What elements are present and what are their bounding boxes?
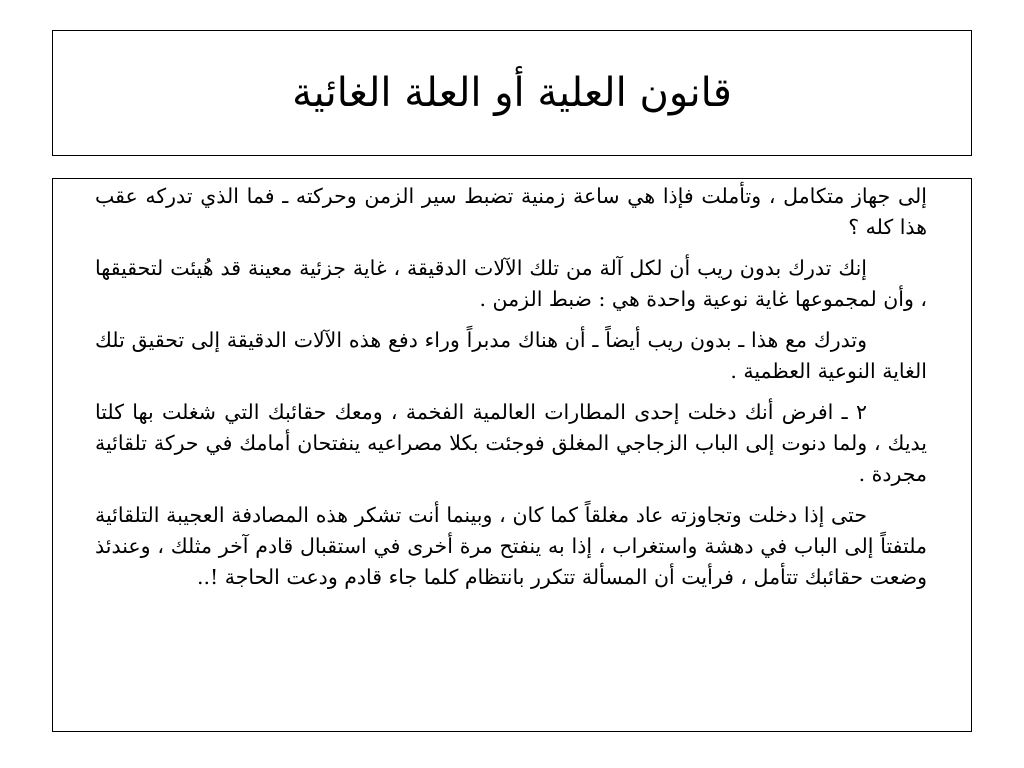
slide-title: قانون العلية أو العلة الغائية bbox=[292, 70, 732, 116]
paragraph-1: إلى جهاز متكامل ، وتأملت فإذا هي ساعة زمنية تضبط سير الزمن وحركته ـ فما الذي تدركه عقب هذا كله ؟ bbox=[95, 184, 927, 239]
paragraph-2: إنك تدرك بدون ريب أن لكل آلة من تلك الآلات الدقيقة ، غاية جزئية معينة قد هُيئت لتحقيقها ، وأن لمجموعها غاية نوعية واحدة هي : ضبط الزمن . bbox=[95, 256, 927, 311]
paragraph-4: ٢ ـ افرض أنك دخلت إحدى المطارات العالمية الفخمة ، ومعك حقائبك التي شغلت بها كلتا يديك ، ولما دنوت إلى الباب الزجاجي المغلق فوجئت بكلا مصراعيه ينفتحان أمامك في حركة تلقائية مجردة . bbox=[95, 400, 927, 486]
body-text-box bbox=[52, 178, 972, 732]
title-box bbox=[52, 30, 972, 156]
paragraph-5: حتى إذا دخلت وتجاوزته عاد مغلقاً كما كان ، وبينما أنت تشكر هذه المصادفة العجيبة التلقائية ملتفتاً إلى الباب في دهشة واستغراب ، إذا به ينفتح مرة أخرى في استقبال قادم آخر مثلك ، وعندئذ وضعت حقائبك تتأمل ، فرأيت أن المسألة تتكرر بانتظام كلما جاء قادم ودعت الحاجة !.. bbox=[95, 503, 927, 589]
paragraph-3: وتدرك مع هذا ـ بدون ريب أيضاً ـ أن هناك مدبراً وراء دفع هذه الآلات الدقيقة إلى تحقيق تلك الغاية النوعية العظمية . bbox=[95, 328, 927, 383]
